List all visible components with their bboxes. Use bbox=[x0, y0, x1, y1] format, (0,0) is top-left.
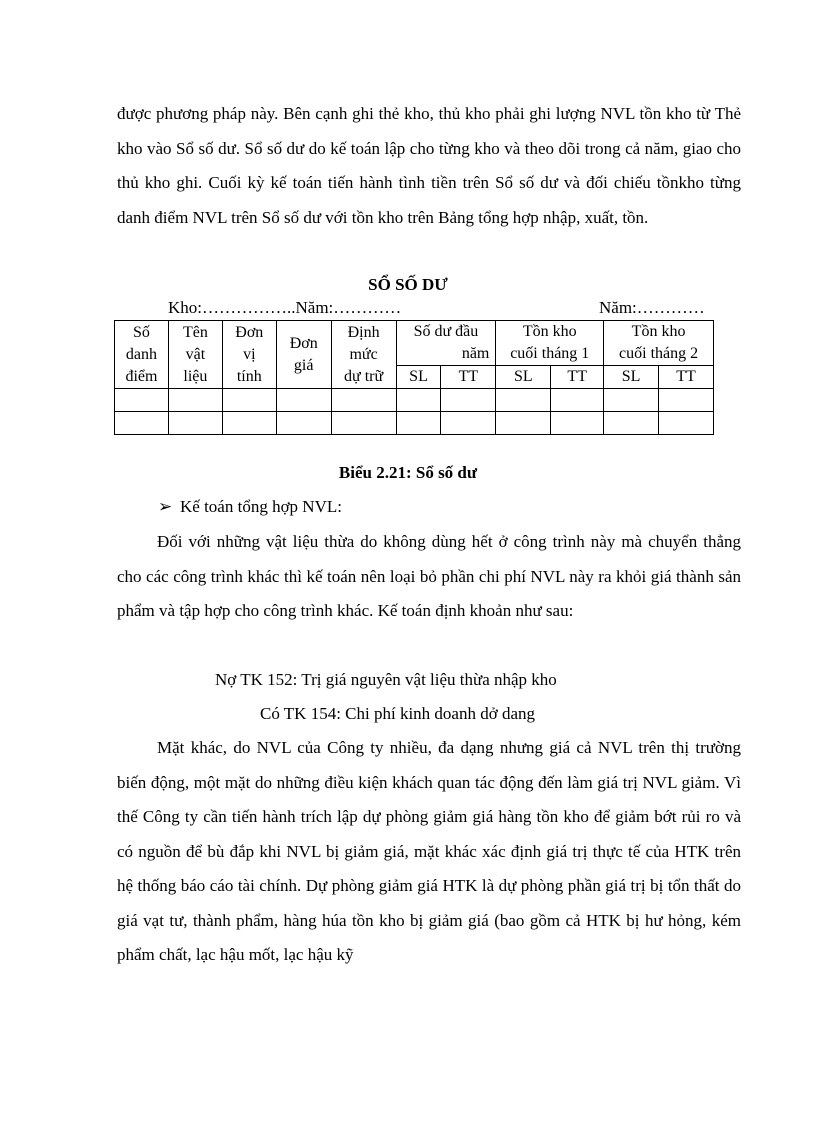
entry-no: Nợ TK 152: Trị giá nguyên vật liệu thừa nhập kho bbox=[215, 670, 557, 689]
entry-co: Có TK 154: Chi phí kinh doanh dở dang bbox=[260, 704, 536, 723]
sub-sl: SL bbox=[496, 366, 551, 389]
kho-nam-label: Kho:……………..Năm:………… bbox=[168, 298, 402, 317]
table-row bbox=[115, 389, 714, 412]
col-so-danh-diem: Số danh điểm bbox=[115, 321, 169, 389]
table-row bbox=[115, 412, 714, 435]
sub-tt: TT bbox=[441, 366, 496, 389]
paragraph-intro: được phương pháp này. Bên cạnh ghi thẻ kho, thủ kho phải ghi lượng NVL tồn kho từ Thẻ kho vào Sổ số dư. Sổ số dư do kế toán lập cho từng kho và theo dõi trong cả năm, giao cho thủ kho ghi. Cuối kỳ kế toán tiến hành tình tiền trên Sổ số dư và đối chiếu tồnkho từng danh điểm NVL trên Sổ số dư với tồn kho trên Bảng tổng hợp nhập, xuất, tồn. bbox=[117, 104, 741, 227]
arrow-bullet-icon: ➢ bbox=[158, 497, 173, 516]
sub-tt: TT bbox=[659, 366, 714, 389]
col-ten-vat-lieu: Tên vật liệu bbox=[168, 321, 222, 389]
sub-sl: SL bbox=[396, 366, 441, 389]
col-so-du-dau-nam: Số dư đầu năm bbox=[396, 321, 496, 366]
sub-tt: TT bbox=[551, 366, 604, 389]
sub-sl: SL bbox=[604, 366, 659, 389]
nam-label: Năm:………… bbox=[599, 298, 705, 317]
col-ton-kho-thang-2: Tồn kho cuối tháng 2 bbox=[604, 321, 714, 366]
ledger-table bbox=[114, 320, 714, 435]
paragraph-du-phong: Mặt khác, do NVL của Công ty nhiều, đa dạng nhưng giá cả NVL trên thị trường biến động, một mặt do những điều kiện khách quan tác động đến làm giá trị NVL giảm. Vì thế Công ty cần tiến hành trích lập dự phòng giảm giá hàng tồn kho để giảm bớt rủi ro và có nguồn để bù đắp khi NVL bị giảm giá, mặt khác xác định giá trị thực tế của HTK trên hệ thống báo cáo tài chính. Dự phòng giảm giá HTK là dự phòng phần giá trị bị tổn thất do giá vạt tư, thành phẩm, hàng húa tồn kho bị giảm giá (bao gồm cả HTK bị hư hỏng, kém phẩm chất, lạc hậu mốt, lạc hậu kỹ bbox=[117, 738, 741, 964]
col-don-vi-tinh: Đơn vị tính bbox=[222, 321, 276, 389]
bullet-text: Kế toán tổng hợp NVL: bbox=[180, 497, 342, 516]
col-dinh-muc: Định mức dự trữ bbox=[331, 321, 396, 389]
col-don-gia: Đơn giá bbox=[276, 321, 331, 389]
col-ton-kho-thang-1: Tồn kho cuối tháng 1 bbox=[496, 321, 604, 366]
paragraph-vat-lieu-thua: Đối với những vật liệu thừa do không dùng hết ở công trình này mà chuyển thẳng cho các công trình khác thì kế toán nên loại bỏ phần chi phí NVL này ra khỏi giá thành sản phẩm và tập hợp cho công trình khác. Kế toán định khoản như sau: bbox=[117, 532, 741, 620]
bullet-heading bbox=[158, 497, 342, 517]
ledger-caption: Biểu 2.21: Sổ số dư bbox=[338, 463, 478, 482]
ledger-title: SỔ SỐ DƯ bbox=[368, 275, 448, 294]
